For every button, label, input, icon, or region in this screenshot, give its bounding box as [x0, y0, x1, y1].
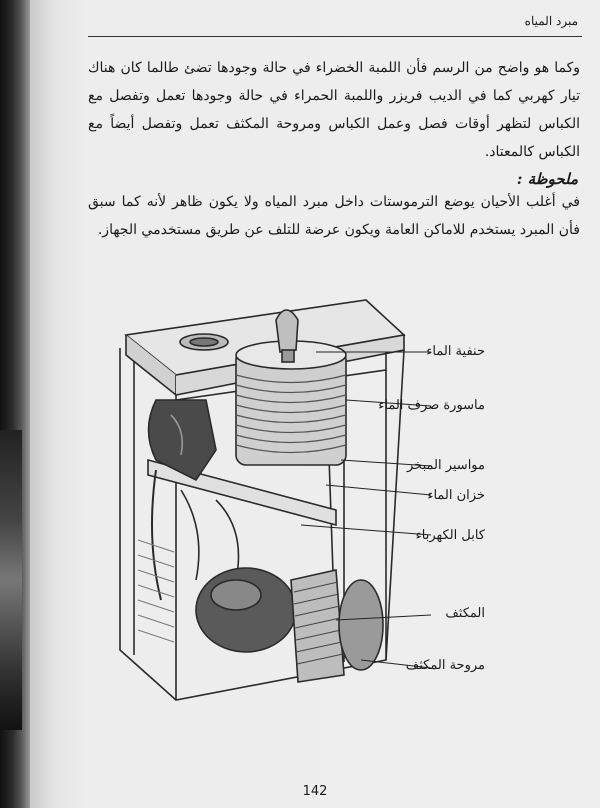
- label-condenser-fan: مروحة المكثف: [405, 658, 485, 673]
- label-faucet: حنفية الماء: [426, 344, 485, 359]
- page-number: 142: [302, 784, 328, 799]
- paragraph-2: في أغلب الأحيان يوضع الترموستات داخل مبرد المياه ولا يكون ظاهر لأنه كما سبق فأن المبرد يستخدم للاماكن العامة ويكون عرضة للتلف عن طريق مستخدمي الجهاز.: [88, 194, 580, 238]
- running-header: مبرد المياه: [524, 14, 578, 28]
- note-heading: ملحوظة :: [516, 170, 578, 188]
- label-water-tank: خزان الماء: [427, 488, 485, 503]
- label-condenser: المكثف: [445, 606, 485, 621]
- book-page: [30, 0, 600, 808]
- header-rule: [88, 36, 582, 37]
- label-evaporator-pipes: مواسير المبخر: [407, 458, 485, 473]
- label-power-cable: كابل الكهرباء: [415, 528, 485, 543]
- water-cooler-diagram: [86, 280, 466, 720]
- adjacent-page-photo: [0, 430, 22, 730]
- label-drain-pipe: ماسورة صرف الماء: [378, 398, 485, 413]
- paragraph-1: وكما هو واضح من الرسم فأن اللمبة الخضراء في حالة وجودها تضئ طالما كان هناك تيار كهربي كما في الديب فريزر واللمبة الحمراء في حالة وجودها تعمل وتفصل مع الكباس لتظهر أوقات فصل وعمل الكباس ومروحة المكثف تعمل وتفصل أيضاً مع الكباس كالمعتاد.: [88, 60, 580, 160]
